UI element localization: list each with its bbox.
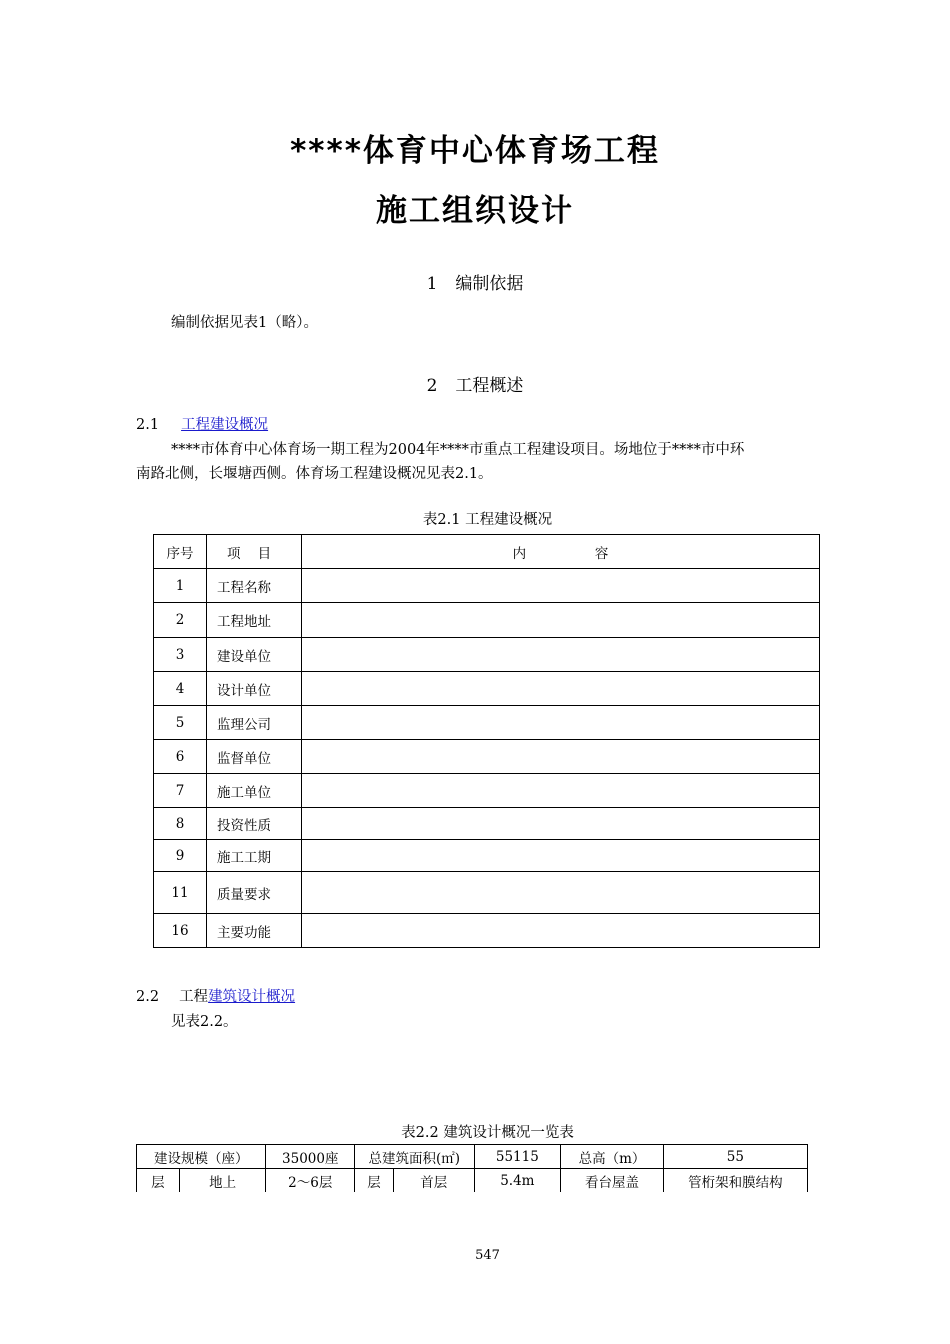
- row-number: 5: [154, 706, 207, 740]
- subsection-link[interactable]: 建筑设计概况: [208, 989, 296, 1005]
- table-cell: 总高（m）: [561, 1145, 664, 1169]
- row-content: [302, 638, 820, 672]
- row-item: 工程名称: [207, 569, 302, 603]
- table-cell: 总建筑面积(㎡): [355, 1145, 474, 1169]
- table-row: [154, 774, 820, 808]
- table-row: [154, 603, 820, 638]
- subsection-2-2-text: 见表2.2。: [171, 1014, 238, 1030]
- table-cell: 2～6层: [266, 1169, 355, 1193]
- table-cell: 层: [355, 1169, 394, 1193]
- table-cell: 55115: [474, 1145, 561, 1169]
- subsection-number: 2.1: [136, 417, 160, 433]
- row-number: 11: [154, 872, 207, 914]
- row-content: [302, 672, 820, 706]
- paragraph-line: ****市体育中心体育场一期工程为2004年****市重点工程建设项目。场地位于****市中环: [171, 442, 745, 458]
- table-caption: 表2.1 工程建设概况: [422, 512, 553, 528]
- subsection-number: 2.2: [136, 989, 160, 1005]
- row-number: 7: [154, 774, 207, 808]
- subsection-heading-2-2: [136, 985, 295, 1009]
- table-cell: 55: [663, 1145, 807, 1169]
- row-item: 投资性质: [207, 808, 302, 840]
- subsection-heading-2-1: [136, 413, 268, 437]
- row-content: [302, 740, 820, 774]
- table-cell: 地上: [179, 1169, 266, 1193]
- section1-text: 编制依据见表1（略）。: [171, 315, 318, 331]
- document-title-line2: 施工组织设计: [376, 193, 574, 229]
- table-cell: 5.4m: [474, 1169, 561, 1193]
- row-content: [302, 603, 820, 638]
- header-cell: 项 目: [207, 535, 302, 569]
- row-number: 4: [154, 672, 207, 706]
- table-row: [154, 872, 820, 914]
- header-cell: 序号: [154, 535, 207, 569]
- table-row: [154, 808, 820, 840]
- section-title: 编制依据: [455, 274, 524, 294]
- section-number: 1: [426, 274, 438, 294]
- row-number: 8: [154, 808, 207, 840]
- row-number: 6: [154, 740, 207, 774]
- table-row: [154, 706, 820, 740]
- table-cell: 层: [137, 1169, 180, 1193]
- row-item: 施工单位: [207, 774, 302, 808]
- row-content: [302, 872, 820, 914]
- document-title-line1: ****体育中心体育场工程: [290, 133, 660, 169]
- table-header-row: [154, 535, 820, 569]
- header-cell: 内 容: [302, 535, 820, 569]
- row-item: 建设单位: [207, 638, 302, 672]
- table-cell: 首层: [393, 1169, 474, 1193]
- row-content: [302, 840, 820, 872]
- row-content: [302, 914, 820, 948]
- table-cell: 管桁架和膜结构: [663, 1169, 807, 1193]
- section-number: 2: [426, 376, 438, 396]
- row-content: [302, 808, 820, 840]
- row-number: 9: [154, 840, 207, 872]
- row-content: [302, 569, 820, 603]
- architecture-design-table: [136, 1144, 808, 1192]
- table-row: [137, 1145, 808, 1169]
- paragraph-line: 南路北侧，长堰塘西侧。体育场工程建设概况见表2.1。: [136, 466, 493, 482]
- row-number: 16: [154, 914, 207, 948]
- row-item: 设计单位: [207, 672, 302, 706]
- table-cell: 看台屋盖: [561, 1169, 664, 1193]
- section-heading-1: [0, 269, 950, 294]
- section-title: 工程概述: [455, 376, 524, 396]
- row-item: 工程地址: [207, 603, 302, 638]
- table-caption: 表2.2 建筑设计概况一览表: [401, 1125, 574, 1141]
- row-content: [302, 774, 820, 808]
- row-number: 3: [154, 638, 207, 672]
- table-cell: 建设规模（座）: [137, 1145, 266, 1169]
- row-item: 质量要求: [207, 872, 302, 914]
- table-row: [137, 1169, 808, 1193]
- table-row: [154, 740, 820, 774]
- row-item: 主要功能: [207, 914, 302, 948]
- row-number: 1: [154, 569, 207, 603]
- row-content: [302, 706, 820, 740]
- project-overview-table: [153, 534, 820, 948]
- row-item: 监督单位: [207, 740, 302, 774]
- section-heading-2: [0, 371, 950, 396]
- row-number: 2: [154, 603, 207, 638]
- table-row: [154, 672, 820, 706]
- row-item: 监理公司: [207, 706, 302, 740]
- row-item: 施工工期: [207, 840, 302, 872]
- page-number: 547: [475, 1248, 500, 1263]
- table-row: [154, 569, 820, 603]
- table-cell: 35000座: [266, 1145, 355, 1169]
- table-row: [154, 638, 820, 672]
- table-row: [154, 914, 820, 948]
- subsection-prefix: 工程: [179, 989, 209, 1005]
- table-row: [154, 840, 820, 872]
- subsection-link[interactable]: 工程建设概况: [181, 417, 269, 433]
